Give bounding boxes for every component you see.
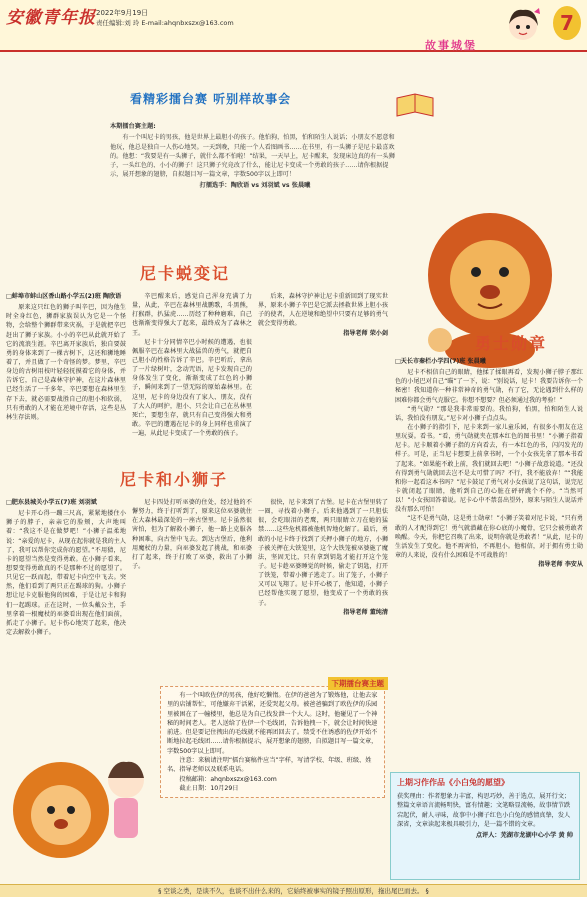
story1-paragraph: 尼卡十分同情辛巴小时候的遭遇，也很佩服辛巴在森林里大战猛兽的勇气，就把自己胆小的性格告诉了辛巴。辛巴听后，拿出了一片绿树叶，念动咒语，尼卡发现自己的身体发生了变化，渐渐变成了红色的小狮子，瞬间来到了一望无际的原始森林里。在这里，尼卡的身边没有了家人、朋友，没有了大人的呵护，胆小、只会让自己在丛林里死亡，要想生存，就只有自己变得强大和勇敢。辛巴的遭遇在尼卡的身上同样也重演了一遍，从此尼卡变成了一个勇敢的孩子。 xyxy=(132,338,252,438)
review-box xyxy=(390,772,580,880)
story2-paragraph: 尼卡开心得一蹦三尺高，紧紧地搂住小狮子的脖子，亲亲它的脸颊，大声地叫着：“我这不是在做梦吧！”小狮子温柔地说：“亲爱的尼卡，从现在起你就是我的主人了，我可以帮你完成你的愿望。”不用猜，尼卡的愿望当然是变得勇敢。在小狮子看来，想要变得勇敢真的不是那种不过的愿望了。只见它一跃而起，带着尼卡向空中飞去。突然，他们看到了两只正在踢球的狗。小狮子想让尼卡克服他狗的困难，于是让尼卡和狗们一起踢球。正在这时，一位头戴公主，手里拿着一根魔杖的巫婆看出现在他们面前，抓走了小狮子。尼卡伤心地哭了起来，他决定去解救小狮子。 xyxy=(6,510,126,636)
page-number: 7 xyxy=(553,6,581,40)
story3-paragraph: 在小狮子的指引下，尼卡来到一家儿童乐园，有很多小朋友在这里玩耍。看书。“看，勇气勋就夹在那本红色的图书里！”小狮子指着尼卡。尼卡顺着小狮子指的方向看去，有一本红色的书，闪闪发光的样子。可是，正当尼卡想要上前拿书时，一个小女孩先拿了那本书看了起来。“如果能不敢上前，我们就回去吧！”小狮子故意说道。“还没有得到勇气勋就回去岂不是太可惜了吗？不行，我不能放弃！”“我能和你一起看这本书吗？”尼卡鼓足了勇气对小女孩说了这句话，说完尼卡就闭起了眼睛，他听到自己的心脏在砰砰跳个不停。“当然可以！”小女孩回答着说。尼卡心中不禁喜出望外，原来与陌生人说话并没有那么可怕！ xyxy=(395,423,583,514)
contest-intro xyxy=(110,122,400,190)
story1-title: 尼卡蜕变记 xyxy=(140,264,231,283)
story2-author: □肥东县城关小学五(7)班 刘羽斌 xyxy=(6,499,97,506)
story3-body xyxy=(395,357,583,569)
intro-battle: 打擂选手：陶欣语 vs 刘羽斌 vs 张晨曦 xyxy=(199,181,311,189)
cartoon-girl-icon xyxy=(500,4,546,50)
next-contest-notice xyxy=(160,679,385,798)
story1-paragraph: 后来，森林守护神让尼卡重新回到了现实世界，原来小狮子辛巴是它派去拯救世界上胆小孩子的使者，人在逆境和绝望中只要有足够的勇气就会变得勇敢。 xyxy=(258,293,388,328)
notice-title: 下期擂台赛主题 xyxy=(328,677,389,690)
newspaper-logo: 安徽青年报 xyxy=(6,8,96,28)
story2-col3 xyxy=(258,498,388,617)
story1-author: □蚌埠市蚌山区香山路小学五(2)班 陶欣语 xyxy=(6,293,122,300)
notice-paragraph: 注意：来稿请注明“擂台赛稿件应当”字样，写清学校、年级、班级、姓名、指导老师以及联系电话。 xyxy=(167,757,372,774)
story3-paragraph: “这不是勇气勋，这是勇士勋章！”小狮子笑着对尼卡说，“只有勇敢的人才配得到它！勇气就潜藏在你心底的小魔骨，它只会被勇敢者唤醒。今天，你把它召唤了出来，说明你就是勇敢者！”从此，尼卡的生活发生了变化。他不再害怕，不再胆小。他相信，对于拥有勇士勋章的人来说，没有什么困难是不可战胜的！ xyxy=(395,515,583,559)
story3-title: 勇士勋章 xyxy=(475,334,548,353)
story1-teacher: 指导老师 荣小剑 xyxy=(343,329,388,337)
story2-title: 尼卡和小狮子 xyxy=(120,470,229,489)
story1-paragraph: 辛巴醒来后，感觉自己浑身充满了力量，从此，辛巴在森林里战鹏歌，斗黑熊，打猴群，扒猛虎……历经了种种磨难，自己也渐渐变得强大了起来，最终成为了森林之王。 xyxy=(132,293,252,337)
review-award: 获奖理由：作者想象力丰富，构思巧妙，善于选点，展开行文；整篇文章语言流畅明快，富有情趣；文笔略显流畅，故事情节跌宕起伏，耐人寻味，故事中小狮子红色小白兔的感情真挚，发人深省，文章读起来极具吸引力，是一篇不错的文章。 xyxy=(397,793,571,828)
issue-date: 2022年9月19日 xyxy=(96,9,149,17)
story2-col1 xyxy=(6,498,126,637)
intro-text: 有一个叫尼卡的男孩，他是世界上最胆小的孩子。他怕狗，怕黑，怕和陌生人说话；小朋友不愿意和他玩，他总是独自一人伤心地哭。一天到晚，只能一个人看图画书……在书里，有一头狮子是尼卡最喜欢的。他想：“我要是有一头狮子，就什么都不怕啦！”结果，一天早上，尼卡醒来，发现床边真的有一头狮子，一头红色的、小小的狮子！这只狮子究竟改了什么，能让尼卡变成一个勇敢的孩子……请你根据提示，展开想象的翅膀，自拟题目写一篇文章，字数500字以上即可！ xyxy=(110,134,395,179)
lion-cartoon-icon xyxy=(6,720,156,880)
editor-line: 责任编辑:刘 玲 E-mail:ahqnbxszx@163.com xyxy=(96,19,234,27)
story1-col1 xyxy=(6,292,126,422)
contest-banner: 看精彩擂台赛 听别样故事会 xyxy=(130,92,292,106)
notice-paragraph: 有一个叫欧佐伊的男孩，他好吃懒惰。在伊的爸爸为了锻炼他，让他去家里的店铺帮忙，可他嫌弃干活累，还爱哭起父母。被爸爸骗到了欧佐伊的乐园里被困在了一幢楼里，他总是为自己找发泄一个大人。这时，他碰见了一个神秘的时间老人。老人送给了佐伊一个毛线团，告诉他拽一下，就会让时间快速前进。但是要记住拽出的毛线就不能再团回去了。禁受不住诱惑的佐伊开始不断地拉起毛线团……请你根据提示，展开想象的翅膀，自拟题目写一篇文章，字数500字以上即可。 xyxy=(167,692,378,755)
story2-paragraph: 尼卡四处打听巫婆的住处，经过他的不懈努力，终于打听到了，原来这位巫婆就住在大森林最深处的一座古堡里。尼卡虽然很害怕，但为了解救小狮子，他一路上克服各种困难，向古堡中飞去。到达古堡后，他利用魔杖的力量，向巫婆发起了挑战，和巫婆打了起来，终于打败了巫婆，救出了小狮子。 xyxy=(132,499,252,570)
story1-col2 xyxy=(132,292,252,438)
book-icon xyxy=(395,92,435,120)
story3-teacher: 指导老师 李安从 xyxy=(538,561,583,569)
footer-quote: § 空谈之类，是谈不久，也谈不出什么来的，它始终被事实的镜子照出原形，拖出尾巴而去。 § xyxy=(0,884,587,897)
story3-paragraph: 尼卡不相信自己的眼睛，他揉了揉眼再看，发现小狮子脖子那红色的小尾巴对自己“瞄”了一下，说：“别说话，尼卡！我要告诉你一个秘密！我知道你一种非常神奇的勇气勋，有了它，无论遇到什么样的困难你都会勇气克服它。你想不想要？但必须通过我的考验！” xyxy=(395,369,583,404)
story3-paragraph: “勇气勋？”那是我非常需要的。我怕狗，怕黑，怕和陌生人说话，我怕没有朋友。”尼卡对小狮子点点头。 xyxy=(395,405,583,422)
intro-label: 本期擂台赛主题: xyxy=(110,123,156,130)
review-title: 上期习作作品《小白兔的愿望》 xyxy=(397,778,509,787)
story1-paragraph: 原来这只红色的狮子叫辛巴，因为他生时全身红色，狮群家族误认为它是一个怪物，会给整个狮群带来灾祸，于是就把辛巴赶出了狮子家族。小小的辛巴从此就开始了它的流浪生涯。辛巴离开家族后，独自要鼓勇的身体来到了一棵古树下，这还和狮地睡着了，并且做了一个奇怪的梦。梦里，辛巴身边的古树用枝叶轻轻抚摸着它的身体，并告诉它，自己是森林守护神，在这片森林里已经生活了一千多年，辛巴要想在森林里生存下去，就必需要战胜自己的胆小和软弱，只有勇敢的人才能在逆境中存活，这些是丛林生存法则。 xyxy=(6,304,126,421)
column-title: 故事城堡 xyxy=(425,39,477,52)
notice-deadline: 截止日期：10月29日 xyxy=(179,784,239,792)
story2-teacher: 指导老师 董纯清 xyxy=(343,608,388,616)
story1-col3 xyxy=(258,292,388,338)
story2-paragraph: 很快，尼卡来到了古堡。尼卡在古堡里转了一圈，寻找着小狮子。后来他遇到了一只胆怯很，会吃眼泪的老鹰，两只眼睛立刀在她的猛禁……这些危机都被他机智地化解了。最后，勇敢的小尼卡终于找到了关押小狮子的地方，小狮子被关押在大铁笼里，这个大铁笼被巫婆施了魔法，坚固无比，只有拿到钥匙才能打开这个笼子。尼卡趁巫婆睡觉的时候，偷走了钥匙，打开了铁笼，带着小狮子逃走了。出了笼子，小狮子又可以飞翔了。尼卡开心极了，他知道，小狮子已经帮他实现了愿望，他变成了一个勇敢的孩子。 xyxy=(258,499,388,607)
story2-col2 xyxy=(132,498,252,571)
story3-author: □天长市秦栏小学四(7)班 张晨曦 xyxy=(395,358,486,365)
review-reviewer: 点评人：芜湖市龙湖中心小学 黄 帅 xyxy=(475,832,573,840)
notice-email: 投稿邮箱：ahqnbxszx@163.com xyxy=(179,775,277,783)
